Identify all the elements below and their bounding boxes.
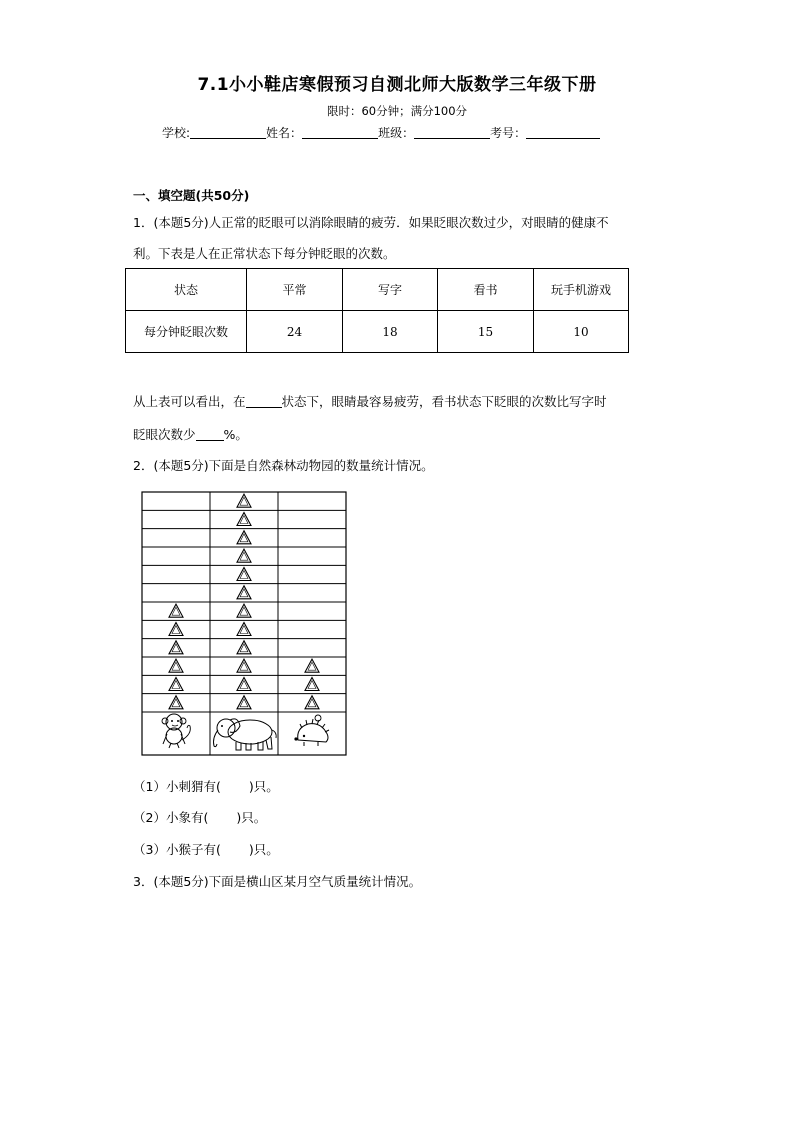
q1-fill-line1: [133, 392, 607, 410]
table-cell: 看书: [438, 269, 534, 311]
elephant-icon: [214, 719, 277, 750]
name-label: 姓名：: [266, 126, 303, 140]
q2-sub-text: )只。: [236, 810, 267, 825]
exam-number-label: 考号：: [490, 126, 527, 140]
q1-fill-text: 状态下，眼睛最容易疲劳，看书状态下眨眼的次数比写字时: [281, 394, 607, 409]
q2-sub-text: （2）小象有(: [133, 810, 209, 825]
q1-blank-state[interactable]: [246, 395, 282, 408]
q2-sub3: [133, 840, 279, 858]
table-cell: 每分钟眨眼次数: [126, 311, 247, 353]
page-title: 7.1小小鞋店寒假预习自测北师大版数学三年级下册: [197, 75, 597, 95]
table-cell: 玩手机游戏: [534, 269, 629, 311]
q1-blank-percent[interactable]: [196, 428, 224, 441]
school-field[interactable]: [190, 126, 266, 139]
hedgehog-icon: [294, 715, 329, 746]
q1-text-line2: 利。下表是人在正常状态下每分钟眨眼的次数。: [133, 246, 396, 261]
q2-sub1: [133, 777, 279, 795]
q1-fill-text: %。: [223, 427, 248, 442]
blink-table: [125, 268, 629, 353]
q2-text: 2．(本题5分)下面是自然森林动物园的数量统计情况。: [133, 458, 434, 473]
q1-fill-line2: [133, 425, 248, 443]
table-row: [126, 311, 629, 353]
q2-sub-text: （1）小刺猬有(: [133, 779, 221, 794]
q3-text: 3．(本题5分)下面是横山区某月空气质量统计情况。: [133, 874, 422, 889]
name-field[interactable]: [302, 126, 378, 139]
q1-fill-text: 眨眼次数少: [133, 427, 196, 442]
q2-sub-text: （3）小猴子有(: [133, 842, 221, 857]
table-cell: 15: [438, 311, 534, 353]
student-info-row: [162, 124, 600, 141]
monkey-icon: [162, 714, 190, 748]
table-cell: 10: [534, 311, 629, 353]
q1-text-line1: 1．(本题5分)人正常的眨眼可以消除眼睛的疲劳．如果眨眼次数过少，对眼睛的健康不: [133, 215, 609, 230]
school-label: 学校:: [162, 126, 191, 140]
table-cell: 24: [247, 311, 343, 353]
class-label: 班级：: [378, 126, 415, 140]
table-header-row: [126, 269, 629, 311]
q1-fill-text: 从上表可以看出，在: [133, 394, 246, 409]
section-heading: 一、填空题(共50分): [133, 188, 250, 203]
table-cell: 18: [343, 311, 438, 353]
q2-sub-text: )只。: [248, 779, 279, 794]
exam-number-field[interactable]: [526, 126, 600, 139]
q2-sub-text: )只。: [248, 842, 279, 857]
q2-sub2: [133, 808, 266, 826]
table-cell: 平常: [247, 269, 343, 311]
table-cell: 写字: [343, 269, 438, 311]
exam-time-info: 限时：60分钟；满分100分: [326, 104, 468, 118]
table-cell: 状态: [126, 269, 247, 311]
animal-pictograph: [140, 490, 350, 758]
class-field[interactable]: [414, 126, 490, 139]
